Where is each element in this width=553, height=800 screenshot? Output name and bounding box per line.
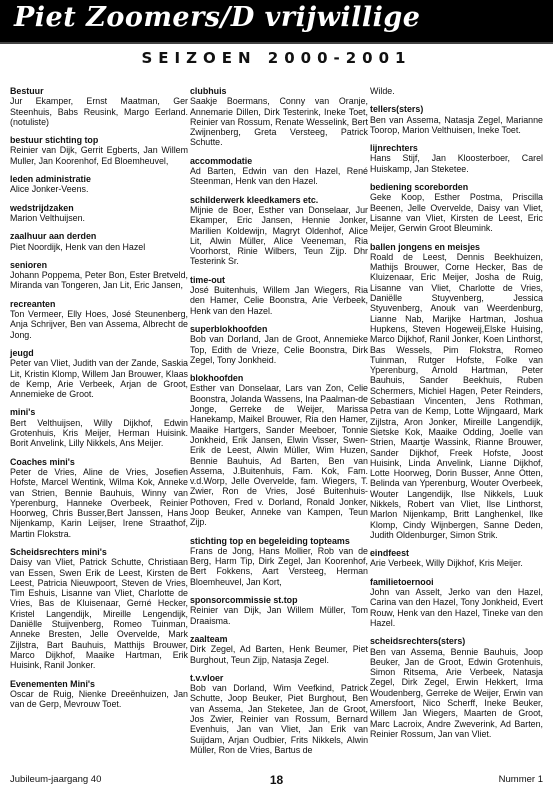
section-title: Scheidsrechters mini's — [10, 546, 107, 557]
section-body: Mijnie de Boer, Esther van Donselaar, Jur Ekamper, Eric Jansen, Hennie Jonker, Marilien Koldewijn, Magryt Oldenhof, Alice Lit, Alwin Müller, Alice Veeneman, Ria Voorhorst, Rinie Wilbers, Teun Zijp. Dhr Testerink Sr. — [190, 204, 368, 267]
section-title: time-out — [190, 274, 226, 285]
section — [10, 348, 188, 399]
season-heading: SEIZOEN 2000-2001 — [141, 49, 412, 67]
banner-title: Piet Zoomers/D vrijwillige — [14, 2, 421, 33]
section-body: Alice Jonker-Veens. — [10, 184, 89, 195]
section-title: ballen jongens en meisjes — [370, 241, 480, 252]
section-title: accommodatie — [190, 155, 253, 166]
section-body: Arie Verbeek, Willy Dijkhof, Kris Meijer. — [370, 558, 523, 569]
section — [370, 636, 543, 739]
section-body: Ad Barten, Edwin van den Hazel, René Steenman, Henk van den Hazel. — [190, 166, 368, 187]
section-body: Johann Poppema, Peter Bon, Ester Bretveld, Miranda van Tongeren, Jan Lit, Eric Jansen, — [10, 270, 188, 291]
section-title: stichting top en begeleiding topteams — [190, 535, 350, 546]
section — [190, 634, 368, 665]
section-body: Wilde. — [370, 86, 395, 96]
section-body: John van Asselt, Jerko van den Hazel, Carina van den Hazel, Tony Jonkheid, Evert Rouw, Henk van den Hazel, Tineke van den Hazel. — [370, 587, 543, 628]
section — [370, 577, 543, 628]
section-title: zaalteam — [190, 633, 228, 644]
section-title: Coaches mini's — [10, 456, 75, 467]
section — [10, 260, 188, 291]
section — [190, 673, 368, 755]
section-title: superblokhoofden — [190, 323, 268, 334]
section-body: Peter van Vliet, Judith van der Zande, Saskia Lit, Kristin Klomp, Willem Jan Brouwer, Klaas de Kemp, Arie Verbeek, Arjan de Groot, Annemieke de Groot. — [10, 358, 188, 400]
section-body: Esther van Donselaar, Lars van Zon, Celie Boonstra, Jolanda Wassens, Ina Paalman-de Jonge, Gerreke de Weijer, Marissa Hanekamp, Maikel Brouwer, Ria den Hamer, Maaike Hartgers, Sander Meeboer, Tonnie Jonkheid, Erik Jansen, Elwin Visser, Swen-Erik de Leest, Alwin Müller, Wim Huzen, Bennie Bauhuis, Ad Barten, Ben van Assema, J.Buitenhuis, Fam. Kok, Fam. v.d.Worp, Jelle Overvelde, fam. Wiegers, T. Zwier, Ron de Vries, José Buitenhuis-Pothoven, Fred v. Dorland, Ronald Jonker, Joop Beuker, Anneke van Kampen, Teun Zijp. — [190, 383, 368, 528]
section — [190, 86, 368, 148]
section-body: Peter de Vries, Aline de Vries, Josefien Hofste, Marcel Wentink, Wilma Kok, Anneke van Strien, Bennie Bauhuis, Winny van Yperenburg, Hanneke Overbeek, Reinier Hoorweg, Chris Busser,Bert Janssen, Hans Nijenkamp, Karin Leijser, Irene Straathof, Martin Flokstra. — [10, 466, 188, 539]
section-body: Roald de Leest, Dennis Beekhuizen, Mathijs Brouwer, Corne Hecker, Bas de Kluizenaar, Eric Meijer, Josha de Ruig, Lisanne van Vliet, Charlotte de Vries, Daniëlle Stuyvenberg, Jessica Styuvenberg, Anouk van Weerdenburg, Lianne Nab, Marijke Hartman, Joshua Hupkens, Steven Hogeweij,Elske Huising, Marco Dijkhof, Ranil Jonker, Koen Linthorst, Bas Wessels, Pim Flokstra, Romeo Tuinman, Rutger Hofste, Folke van Yperenburg, Arnold Hartman, Peter Bauhuis, Sander Beekhuis, Ruben Schermers, Michiel Hagen, Peter Reinders, Sebastiaan Vincenten, Jens Rothman, Petra van de Kemp, Lotte Wijngaard, Mark Zijlstra, Aron Jonker, Mireille Langendijk, Sietske Kok, Maaike Odding, Joelle van Strien, Maartje Wassink, Rianne Brouwer, Sander Dijkhof, Freek Hofste, Joost Huisink, Linda Anvelink, Lianne Dijkhof, Lotte Hoorweg, Dorin Busser, Anne Otten, Belinda van Yperenburg, Wouter Overbeek, Wouter Langendijk, Ilse Nikkels, Luuk Nikkels, Robert van Vliet, Ilse Linthorst, Marlon Nijenkamp, Britt Langhenkel, Ilke Klomp, Cindy Wijnbergen, Sanne Deden, Judith Oldenburger, Simon Strik. — [370, 251, 543, 540]
section — [190, 536, 368, 587]
column-2 — [190, 86, 368, 763]
section — [10, 231, 188, 252]
section-title: sponsorcommissie st.top — [190, 595, 298, 606]
section — [190, 373, 368, 527]
section-title: bestuur stichting top — [10, 135, 99, 146]
section-title: recreanten — [10, 298, 56, 309]
section-title: Evenementen Mini's — [10, 678, 95, 689]
section — [190, 595, 368, 626]
section-body: Frans de Jong, Hans Mollier, Rob van de Berg, Harm Tip, Dirk Zegel, Jan Koorenhof, Bert Fokkens, Aart Versteeg, Herman Bloemheuvel, Jan Kort, — [190, 545, 368, 587]
section-body: Reinier van Dijk, Gerrit Egberts, Jan Willem Muller, Jan Koorenhof, Ed Bloemheuvel, — [10, 145, 188, 166]
footer-edition: Jubileum-jaargang 40 — [10, 774, 102, 785]
section-title: Bestuur — [10, 86, 44, 96]
section — [10, 86, 188, 127]
section-body: Reinier van Dijk, Jan Willem Müller, Tom Draaisma. — [190, 605, 368, 626]
section — [370, 104, 543, 135]
column-3 — [370, 86, 543, 747]
section — [190, 195, 368, 267]
section-body: Bert Velthuijsen, Willy Dijkhof, Edwin Grotenhuis, Kris Meijer, Herman Huisink. Borit Anvelink, Lilly Nikkels, Ans Meijer. — [10, 417, 188, 449]
section — [190, 275, 368, 316]
page-number: 18 — [269, 773, 284, 787]
section-title: t.v.vloer — [190, 672, 224, 683]
section-body: Piet Noordijk, Henk van den Hazel — [10, 241, 146, 252]
section-body: Ben van Assema, Natasja Zegel, Marianne Toorop, Marion Velthuisen, Ineke Toet. — [370, 114, 543, 135]
section-title: senioren — [10, 259, 47, 270]
section-title: bediening scoreborden — [370, 182, 469, 193]
footer-issue: Nummer 1 — [498, 774, 543, 785]
section — [10, 135, 188, 166]
section-body: Saakje Boermans, Conny van Oranje, Annemarie Dillen, Dirk Testerink, Ineke Toet, Reinier van Rossum, Renate Wesselink, Bert Zwijnenberg, Greta Versteeg, Patrick Schutte. — [190, 96, 368, 148]
section — [10, 547, 188, 671]
section — [10, 174, 188, 195]
section-title: clubhuis — [190, 86, 227, 96]
section-title: schilderwerk kleedkamers etc. — [190, 194, 319, 205]
section-title: tellers(sters) — [370, 104, 424, 115]
section-title: wedstrijdzaken — [10, 202, 74, 213]
column-1 — [10, 86, 188, 717]
section-title: zaalhuur aan derden — [10, 231, 97, 242]
section-body: Ton Vermeer, Elly Hoes, José Steunenberg, Anja Schrijver, Ben van Assema, Albrecht de Jong. — [10, 309, 188, 340]
section-body: Jur Ekamper, Ernst Maatman, Ger Steenhuis, Babs Reusink, Margo Eerland.(notuliste) — [10, 96, 188, 127]
section — [10, 203, 188, 224]
section-body: Bob van Dorland, Wim Veefkind, Patrick Schutte, Joop Beuker, Piet Burghout, Ben van Assema, Jan Steketee, Jan de Groot, Jos Zwier, Reinier van Rossum, Bernard Evenhuis, Jan van Vliet, Jan Erik van Suijdam, Arjan Oudbier, Frits Nikkels, Alwin Müller, Ron de Vries, Bartus de — [190, 683, 368, 755]
section — [370, 86, 543, 96]
header-banner — [0, 0, 553, 44]
section-title: scheidsrechters(sters) — [370, 636, 466, 647]
section — [10, 407, 188, 448]
section-title: eindfeest — [370, 548, 409, 559]
section-body: Ben van Assema, Bennie Bauhuis, Joop Beuker, Jan de Groot, Edwin Grotenhuis, Simon Ritsema, Arie Verbeek, Natasja Zegel, Dirk Zegel, Erwin Hekkert, Irma Woudenberg, Gerreke de Weijer, Erwin van Amersfoort, Nico Scherff, Ineke Beuker, Willem Jan Wiegers, Maarten de Groot, Marc Lacroix, Andre Zweverink, Ad Barten, Reinier Rossum, Jan van Vliet. — [370, 646, 543, 739]
section-body: Hans Stijf, Jan Kloosterboer, Carel Huiskamp, Jan Steketee. — [370, 153, 543, 174]
section-body: Oscar de Ruig, Nienke Dreeënhuizen, Jan van de Gerp, Mevrouw Toet. — [10, 688, 188, 710]
section — [190, 324, 368, 365]
section — [10, 299, 188, 340]
section — [370, 143, 543, 174]
section — [370, 242, 543, 541]
section — [190, 156, 368, 187]
section-title: jeugd — [10, 347, 34, 358]
section-title: mini's — [10, 407, 36, 418]
section-title: blokhoofden — [190, 373, 244, 384]
section-title: leden administratie — [10, 174, 91, 185]
section-body: Marion Velthuijsen. — [10, 212, 85, 223]
section — [10, 679, 188, 710]
section-title: lijnrechters — [370, 143, 418, 154]
section-title: familietoernooi — [370, 576, 434, 587]
section — [10, 457, 188, 539]
section-body: Daisy van Vliet, Patrick Schutte, Christiaan van Essen, Swen Erik de Leest, Kirsten de Leest, Patricia Nieuwpoort, Steven de Vries, Tim Eshuis, Lisanne van Vliet, Charlotte de Vries, Bas de Kluisenaar, Gerné Hecker, Kristel Langendijk, Mireille Lengendijk, Daniëlle Stuijvenberg, Romeo Tuinman, Anneke Bresten, Jelle Overvelde, Mark Zijlstra, Bart Bauhuis, Matthijs Brouwer, Marco Dijkhof, Maaike Hartman, Erik Huisink, Ranil Jonker. — [10, 557, 188, 671]
section-body: Geke Koop, Esther Postma, Priscilla Beenen, Jelle Overvelde, Daisy van Vliet, Lisanne van Vliet, Kirsten de Leest, Eric Meijer, Gerwin Groot Bleumink. — [370, 192, 543, 234]
section-body: José Buitenhuis, Willem Jan Wiegers, Ria den Hamer, Celie Boonstra, Arie Verbeek, Henk van den Hazel. — [190, 285, 368, 316]
section-body: Dirk Zegel, Ad Barten, Henk Beumer, Piet Burghout, Teun Zijp, Natasja Zegel. — [190, 644, 368, 665]
section-body: Bob van Dorland, Jan de Groot, Annemieke Top, Edith de Vrieze, Celie Boonstra, Dirk Zegel, Tony Jonkheid. — [190, 334, 368, 365]
section — [370, 548, 543, 569]
section — [370, 182, 543, 233]
